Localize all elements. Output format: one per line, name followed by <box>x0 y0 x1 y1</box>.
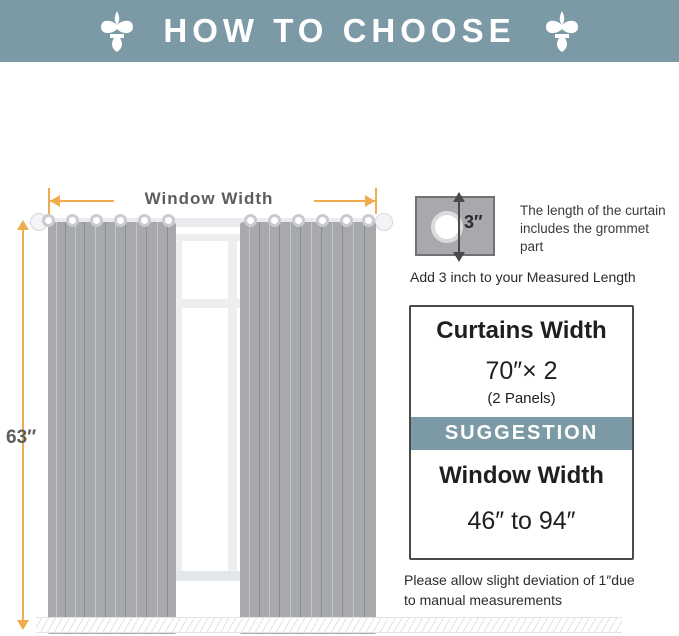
grommet-icon <box>340 214 353 227</box>
grommet-detail-illustration <box>415 196 495 256</box>
grommet-icon <box>292 214 305 227</box>
grommet-icon <box>42 214 55 227</box>
spec-window-width-title: Window Width <box>439 462 604 489</box>
arrow-left-icon <box>50 195 60 207</box>
spec-panel-count: (2 Panels) <box>487 390 556 407</box>
spec-curtains-width-value: 70″× 2 <box>485 357 558 385</box>
window-mullion-vertical <box>228 234 237 579</box>
grommet-note: The length of the curtain includes the grommet part <box>520 203 666 254</box>
curtain-panel-left <box>48 222 176 634</box>
grommet-icon <box>114 214 127 227</box>
arrow-up-icon <box>453 192 465 202</box>
grommet-icon <box>268 214 281 227</box>
curtain-diagram <box>0 62 679 636</box>
grommet-dimension-label: 3″ <box>464 212 483 232</box>
arrow-down-icon <box>453 252 465 262</box>
spec-suggestion-band: SUGGESTION <box>411 417 632 450</box>
deviation-note: Please allow slight deviation of 1″due to manual measurements <box>404 572 635 608</box>
curtain-rod-finial-right <box>375 213 393 231</box>
grommet-icon <box>316 214 329 227</box>
page-title: HOW TO CHOOSE <box>163 12 516 49</box>
grommet-dimension-line <box>458 196 460 256</box>
curtain-panel-right <box>240 222 376 634</box>
grommet-icon <box>244 214 257 227</box>
fleur-de-lis-icon <box>97 9 137 53</box>
grommet-icon <box>90 214 103 227</box>
spec-window-width-range: 46″ to 94″ <box>467 507 576 535</box>
height-measure-line <box>22 224 24 624</box>
curtain-height-label: 63″ <box>6 427 37 448</box>
header-banner <box>0 0 679 62</box>
grommet-icon <box>162 214 175 227</box>
arrow-right-icon <box>365 195 375 207</box>
spec-curtains-width-title: Curtains Width <box>436 317 607 344</box>
floor-hatch-pattern <box>36 618 622 632</box>
arrow-up-icon <box>17 220 29 230</box>
grommet-icon <box>66 214 79 227</box>
grommet-icon <box>138 214 151 227</box>
arrow-down-icon <box>17 620 29 630</box>
grommet-icon <box>362 214 375 227</box>
window-width-label: Window Width <box>144 189 274 208</box>
fleur-de-lis-icon <box>542 9 582 53</box>
add-length-note: Add 3 inch to your Measured Length <box>410 269 636 285</box>
spec-card <box>409 305 634 560</box>
